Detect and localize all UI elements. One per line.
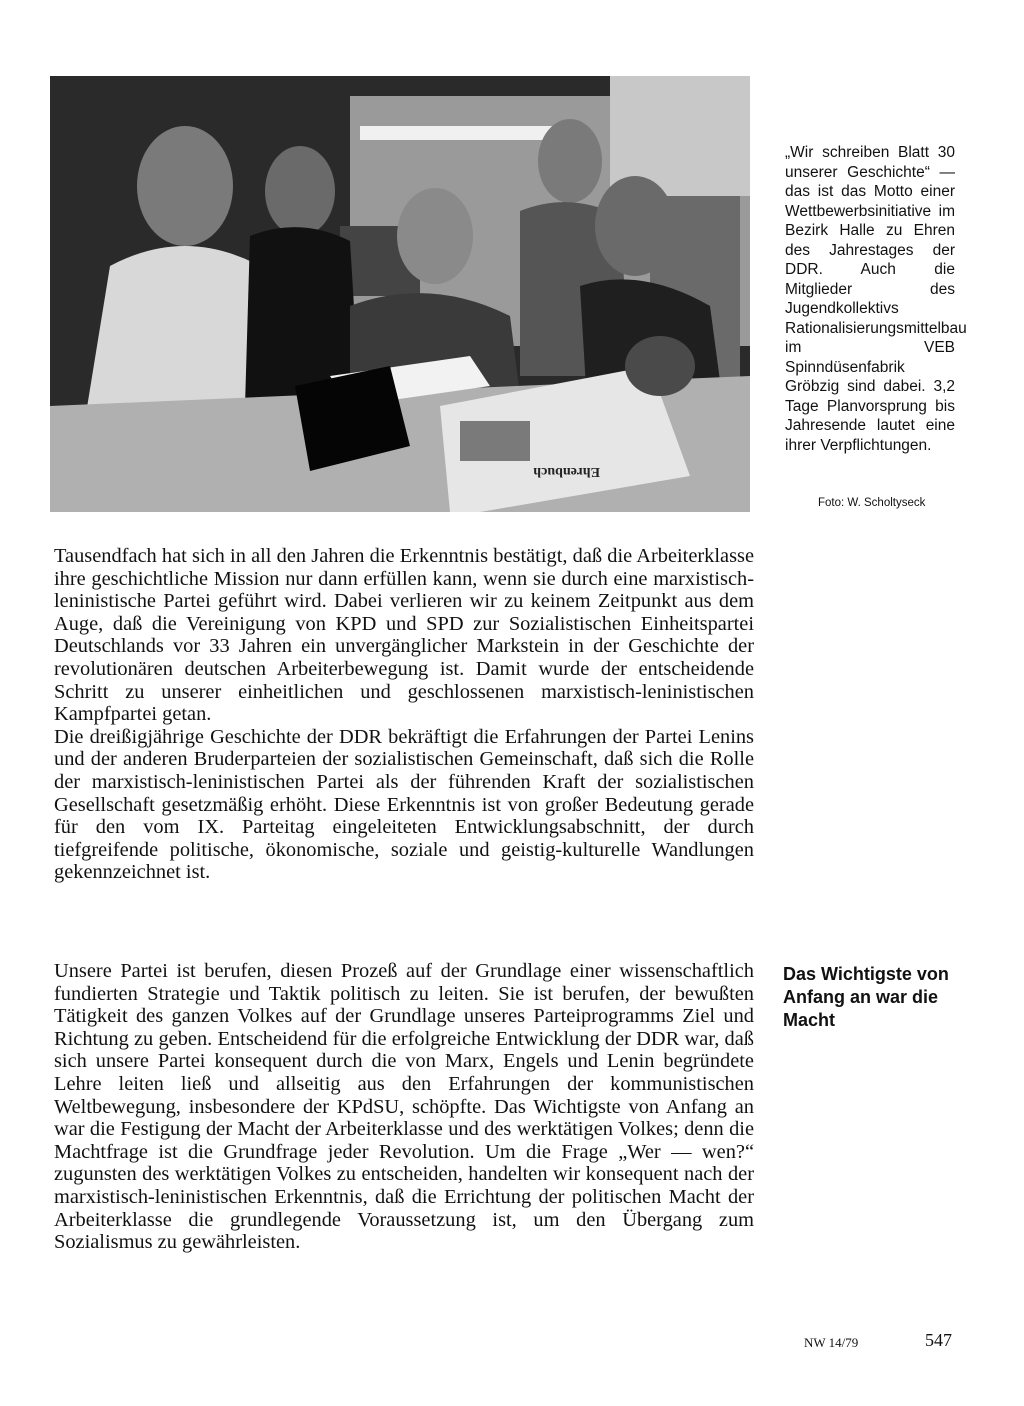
photo-caption: „Wir schreiben Blatt 30 unserer Geschichte“ — das ist das Motto einer Wettbewerbsinitiative im Bezirk Halle zu Ehren des Jahrestages der DDR. Auch die Mitglieder des Jugendkollektivs Rationalisierungsmittelbau im VEB Spinndüsenfabrik Gröbzig sind dabei. 3,2 Tage Planvorsprung bis Jahresende lautet eine ihrer Verpflichtungen. <box>785 144 967 454</box>
photo-credit: Foto: W. Scholtyseck <box>818 497 926 509</box>
photo <box>50 76 750 512</box>
issue-reference: NW 14/79 <box>804 1335 859 1350</box>
paragraph: Die dreißigjährige Geschichte der DDR bekräftigt die Erfahrungen der Partei Lenins und der anderen Bruderparteien der sozialistischen Gemeinschaft, daß sich die Rolle der marxistisch-leninistischen Partei als der führenden Kraft der sozialistischen Gesellschaft gesetzmäßig erhöht. Diese Erkenntnis ist von großer Bedeutung gerade für den vom IX. Parteitag eingeleiteten Entwicklungsabschnitt, der durch tiefgreifende politische, ökonomische, soziale und geistig-kulturelle Wandlungen gekennzeichnet ist. <box>54 725 754 884</box>
side-heading: Das Wichtigste von Anfang an war die Macht <box>783 964 949 1030</box>
newspaper-masthead: Ehrenbuch <box>533 464 600 479</box>
paragraph: Unsere Partei ist berufen, diesen Prozeß auf der Grundlage einer wissenschaftlich fundierten Strategie und Taktik politisch zu leiten. Sie ist berufen, der bewußten Tätigkeit des ganzen Volkes auf der Grundlage unseres Parteiprogramms Ziel und Richtung zu geben. Entscheidend für die erfolgreiche Entwicklung der DDR war, daß sich unsere Partei konsequent durch die von Marx, Engels und Lenin begründete Lehre leiten ließ und allseitig aus den Erfahrungen der kommunistischen Weltbewegung, insbesondere der KPdSU, schöpfte. Das Wichtigste von Anfang an war die Festigung der Macht der Arbeiterklasse und des werktätigen Volkes; denn die Machtfrage ist die Grundfrage jeder Revolution. Um die Frage „Wer — wen?“ zugunsten des werktätigen Volkes zu entscheiden, handelten wir konsequent nach der marxistisch-leninistischen Erkenntnis, daß die Errichtung der politischen Macht der Arbeiterklasse die grundlegende Voraussetzung ist, um den Übergang zum Sozialismus zu gewährleisten. <box>54 960 754 1254</box>
photo-image <box>50 76 750 512</box>
paragraph: Tausendfach hat sich in all den Jahren die Erkenntnis bestätigt, daß die Arbeiterklasse ihre geschichtliche Mission nur dann erfüllen kann, wenn sie durch eine marxistisch-leninistische Partei geführt wird. Dabei verlieren wir zu keinem Zeitpunkt aus dem Auge, daß die Vereinigung von KPD und SPD zur Sozialistischen Einheitspartei Deutschlands vor 33 Jahren ein unvergänglicher Markstein in der Geschichte der revolutionären deutschen Arbeiterbewegung ist. Damit wurde der entscheidende Schritt zu unserer einheitlichen und geschlossenen marxistisch-leninistischen Kampfpartei getan. <box>54 545 754 726</box>
page-number: 547 <box>925 1330 952 1350</box>
article-section-1 <box>54 545 754 884</box>
article-section-2 <box>54 960 754 1254</box>
